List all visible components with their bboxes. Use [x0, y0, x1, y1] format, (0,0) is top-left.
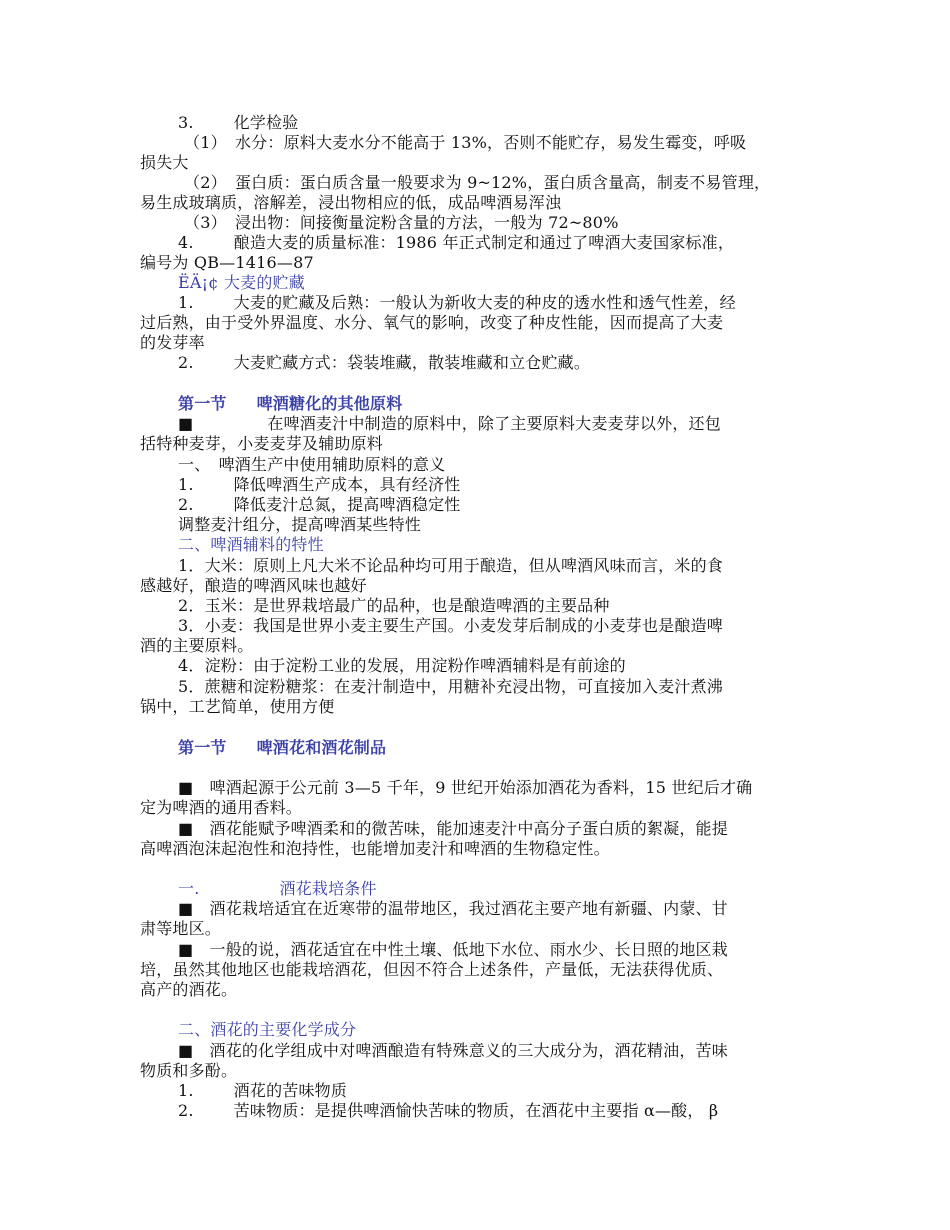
- paragraph-line: 5．蔗糖和淀粉糖浆：在麦汁制造中，用糖补充浸出物，可直接加入麦汁煮沸: [178, 677, 723, 696]
- paragraph-line: （1） 水分：原料大麦水分不能高于 13%，否则不能贮存，易发生霉变，呼吸: [184, 133, 747, 152]
- list-item-2: [178, 1101, 718, 1121]
- paragraph-line: 肃等地区。: [140, 919, 222, 938]
- list-number: 1.: [178, 475, 194, 494]
- list-item-1: [178, 475, 460, 495]
- heading-text: 啤酒糖化的其他原料: [256, 394, 403, 413]
- paragraph-line: 损失大: [140, 153, 189, 172]
- paragraph-line: 2．玉米：是世界栽培最广的品种，也是酿造啤酒的主要品种: [178, 596, 610, 615]
- paragraph-line: 3．小麦：我国是世界小麦主要生产国。小麦发芽后制成的小麦芽也是酿造啤: [178, 616, 723, 635]
- list-item-3: [178, 113, 298, 133]
- paragraph-line: 定为啤酒的通用香料。: [140, 798, 303, 817]
- paragraph-line: （3） 浸出物：间接衡量淀粉含量的方法，一般为 72~80%: [184, 213, 619, 232]
- list-item-1: [178, 293, 736, 313]
- list-number: 3.: [178, 113, 194, 132]
- paragraph-line: 锅中，工艺简单，使用方便: [140, 697, 335, 716]
- list-text: 大麦贮藏方式：袋装堆藏，散装堆藏和立仓贮藏。: [233, 353, 591, 372]
- list-text: 酒花的苦味物质: [233, 1081, 348, 1100]
- list-number: 2.: [178, 353, 194, 372]
- bullet-paragraph: ■ 酒花能赋予啤酒柔和的微苦味，能加速麦汁中高分子蛋白质的絮凝，能提: [178, 819, 728, 838]
- list-text: 化学检验: [233, 113, 299, 132]
- heading-text: 啤酒花和酒花制品: [256, 738, 387, 757]
- heading-number: 第一节: [178, 394, 227, 413]
- list-item-1: [178, 1081, 347, 1101]
- bullet-paragraph: [178, 414, 721, 434]
- heading-number: 一.: [178, 879, 200, 898]
- list-text: 降低啤酒生产成本，具有经济性: [233, 475, 461, 494]
- section-heading: ËÄ¡¢ 大麦的贮藏: [178, 273, 305, 292]
- bullet-paragraph: ■ 一般的说，酒花适宜在中性土壤、低地下水位、雨水少、长日照的地区栽: [178, 940, 728, 959]
- list-number: 1.: [178, 293, 194, 312]
- paragraph-line: 的发芽率: [140, 333, 205, 352]
- list-text: 酿造大麦的质量标准：1986 年正式制定和通过了啤酒大麦国家标准，: [233, 233, 735, 252]
- list-text: 苦味物质：是提供啤酒愉快苦味的物质，在酒花中主要指 α—酸， β: [233, 1101, 719, 1120]
- list-number: 2.: [178, 495, 194, 514]
- section-heading: 二、啤酒辅料的特性: [178, 535, 324, 554]
- list-item-4: [178, 233, 734, 253]
- paragraph-line: 调整麦汁组分，提高啤酒某些特性: [178, 515, 422, 534]
- section-heading: 一、 啤酒生产中使用辅助原料的意义: [178, 455, 446, 474]
- chapter-heading: [178, 738, 386, 758]
- list-number: 2.: [178, 1101, 194, 1120]
- paragraph-line: 培，虽然其他地区也能栽培酒花，但因不符合上述条件，产量低，无法获得优质、: [140, 960, 724, 979]
- paragraph-line: 括特种麦芽，小麦麦芽及辅助原料: [140, 434, 384, 453]
- paragraph-line: 编号为 QB—1416—87: [140, 253, 314, 272]
- paragraph-line: 感越好，酿造的啤酒风味也越好: [140, 576, 367, 595]
- list-text: 大麦的贮藏及后熟：一般认为新收大麦的种皮的透水性和透气性差，经: [233, 293, 736, 312]
- section-heading: 二、酒花的主要化学成分: [178, 1020, 357, 1039]
- paragraph-line: 过后熟，由于受外界温度、水分、氧气的影响，改变了种皮性能，因而提高了大麦: [140, 313, 724, 332]
- paragraph-line: （2） 蛋白质：蛋白质含量一般要求为 9~12%，蛋白质含量高，制麦不易管理，: [184, 173, 771, 192]
- list-number: 1.: [178, 1081, 194, 1100]
- list-number: 4.: [178, 233, 194, 252]
- paragraph-line: 易生成玻璃质，溶解差，浸出物相应的低，成品啤酒易浑浊: [140, 193, 562, 212]
- paragraph-line: 4．淀粉：由于淀粉工业的发展，用淀粉作啤酒辅料是有前途的: [178, 656, 626, 675]
- bullet-paragraph: ■ 啤酒起源于公元前 3—5 千年，9 世纪开始添加酒花为香料，15 世纪后才确: [178, 778, 753, 797]
- heading-number: 第一节: [178, 738, 227, 757]
- paragraph-line: 物质和多酚。: [140, 1061, 238, 1080]
- paragraph-line: 1．大米：原则上凡大米不论品种均可用于酿造，但从啤酒风味而言，米的食: [178, 556, 723, 575]
- bullet-icon: ■: [178, 414, 194, 433]
- bullet-paragraph: ■ 酒花的化学组成中对啤酒酿造有特殊意义的三大成分为，酒花精油，苦味: [178, 1041, 728, 1060]
- list-item-2: [178, 495, 460, 515]
- list-item-2: [178, 353, 590, 373]
- list-text: 降低麦汁总氮，提高啤酒稳定性: [233, 495, 461, 514]
- paragraph-line: 高产的酒花。: [140, 980, 238, 999]
- paragraph-line: 高啤酒泡沫起泡性和泡持性，也能增加麦汁和啤酒的生物稳定性。: [140, 839, 610, 858]
- section-heading: [178, 879, 377, 899]
- paragraph-text: 在啤酒麦汁中制造的原料中，除了主要原料大麦麦芽以外，还包: [267, 414, 721, 433]
- heading-text: 酒花栽培条件: [279, 879, 377, 898]
- paragraph-line: 酒的主要原料。: [140, 636, 254, 655]
- bullet-paragraph: ■ 酒花栽培适宜在近寒带的温带地区，我过酒花主要产地有新疆、内蒙、甘: [178, 899, 728, 918]
- chapter-heading: [178, 394, 402, 414]
